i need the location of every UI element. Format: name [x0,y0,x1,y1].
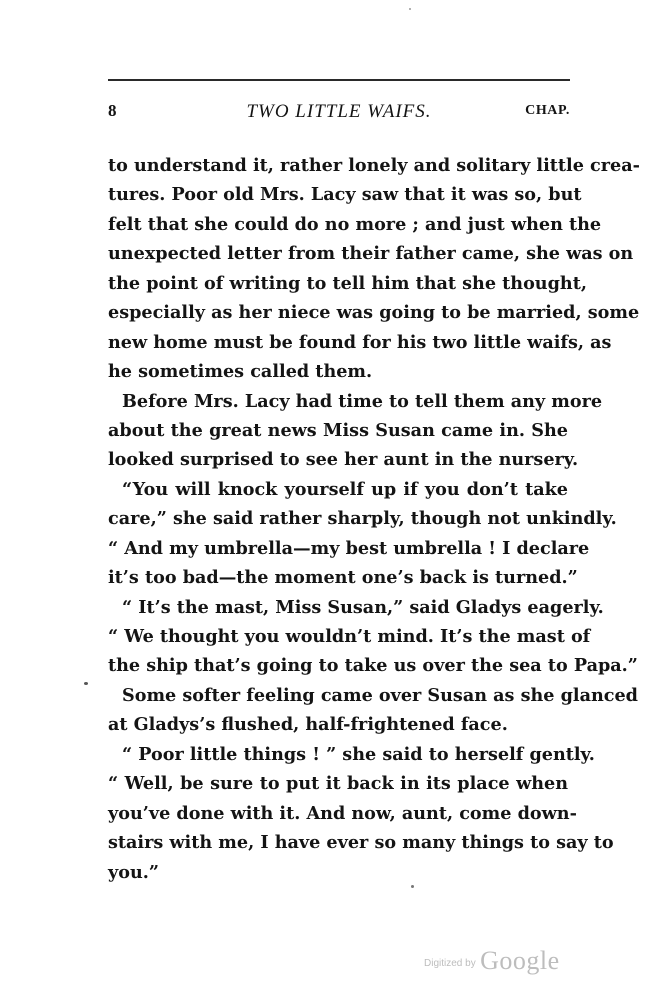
text-line: “ We thought you wouldn’t mind. It’s the mast of [108,626,591,647]
text-line: “ It’s the mast, Miss Susan,” said Gladys eagerly. [122,596,604,618]
page-number: 8 [108,101,117,120]
page-header [108,101,570,125]
text-line: to understand it, rather lonely and solitary little crea- [108,155,640,176]
text-line: the point of writing to tell him that she thought, [108,272,587,294]
text-line: Before Mrs. Lacy had time to tell them any more [122,390,603,412]
text-line: you’ve done with it. And now, aunt, come down- [108,802,577,824]
running-title: TWO LITTLE WAIFS. [246,101,432,122]
text-line: it’s too bad—the moment one’s back is turned.” [108,567,578,589]
text-line: Some softer feeling came over Susan as she glanced [122,684,638,706]
body-text [108,151,640,887]
text-line: about the great news Miss Susan came in. She [108,419,568,441]
text-line: especially as her niece was going to be married, some [108,302,640,324]
text-line: looked surprised to see her aunt in the nursery. [108,449,579,471]
text-line: the ship that’s going to take us over the sea to Papa.” [108,655,638,677]
digitization-watermark [424,946,560,976]
text-line: care,” she said rather sharply, though not unkindly. [108,508,617,530]
text-line: new home must be found for his two little waifs, as [108,331,612,353]
text-line: unexpected letter from their father came, she was on [108,243,634,265]
text-line: you.” [108,861,159,883]
text-line: “ Poor little things ! ” she said to herself gently. [122,743,595,765]
chapter-label: CHAP. [525,103,570,118]
margin-mark [84,682,88,685]
text-line: “ And my umbrella—my best umbrella ! I declare [108,537,590,559]
text-line: stairs with me, I have ever so many things to say to [108,832,614,854]
text-line: “You will knock yourself up if you don’t take [122,478,568,500]
scan-speck [409,8,411,10]
header-rule [108,79,570,81]
text-line: he sometimes called them. [108,361,373,383]
text-line: at Gladys’s flushed, half-frightened face. [108,714,508,736]
watermark-prefix: Digitized by [424,958,476,969]
text-line: “ Well, be sure to put it back in its place when [108,773,568,795]
text-line: tures. Poor old Mrs. Lacy saw that it was so, but [108,184,582,206]
text-line: felt that she could do no more ; and just when the [108,213,602,235]
watermark-brand: Google [480,946,560,975]
scan-speck [411,885,414,888]
